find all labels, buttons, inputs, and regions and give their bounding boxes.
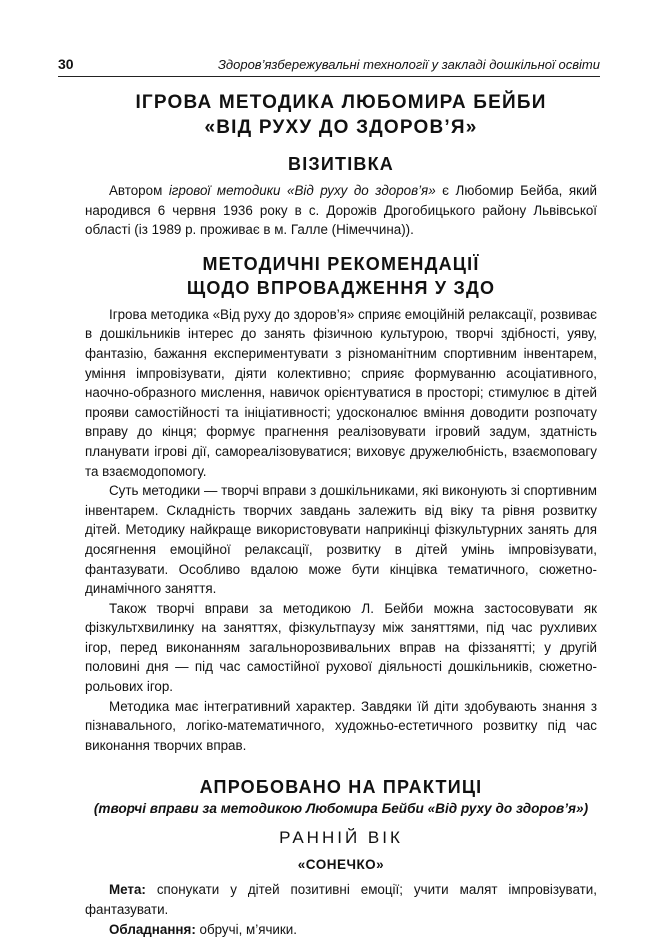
recommendations-paragraph-4: Методика має інтегративний характер. Завдяки їй діти здобувають знання з пізнавального, логіко-математичного, художньо-естетичного розвитку під час виконання творчих вправ. <box>85 698 597 753</box>
vizytivka-text-a: Автором <box>109 183 169 198</box>
goal-text: спонукати у дітей позитивні емоції; учити малят імпровізувати, фантазувати. <box>85 882 597 918</box>
page-number: 30 <box>58 56 74 72</box>
vizytivka-text-b: є Любомир Бейба, який народився 6 червня 1936 року в с. Дорожів Дрогобицького району Львівської області (із 1989 р. проживає в м. Галле (Німеччина)). <box>85 183 597 238</box>
equipment-label: Обладнання: <box>109 921 196 937</box>
age-group-heading: РАННІЙ ВІК <box>279 828 403 848</box>
recommendations-paragraph-1: Ігрова методика «Від руху до здоров’я» сприяє емоційній релаксації, розвиває в дошкільників інтерес до занять фізичною культурою, творчі здібності, уяву, фантазію, бажання експериментувати з різноманітним спортивним інвентарем, уміння імпровізувати, діяти колективно; сприяє формуванню асоціативного, наочно-образного мислення, навичок орієнтуватися в просторі; стимулює в дітей прояви самостійності та ініціативності; удосконалює вміння доводити розпочату вправу до кінця; формує прагнення реалізовувати ігровий задум, здатність планувати ігрові дії, самореалізовуватися; виховує дружелюбність, взаємоповагу та взаємодопомогу. <box>85 306 597 479</box>
section-heading-practice: АПРОБОВАНО НА ПРАКТИЦІ <box>199 777 483 798</box>
vizytivka-paragraph <box>85 181 597 240</box>
equipment-paragraph <box>85 920 597 939</box>
section-heading-recommendations-1: МЕТОДИЧНІ РЕКОМЕНДАЦІЇ <box>202 253 480 274</box>
section-heading-vizytivka: ВІЗИТІВКА <box>288 154 394 174</box>
running-header <box>58 56 600 77</box>
section-heading-recommendations-2: ЩОДО ВПРОВАДЖЕННЯ У ЗДО <box>186 277 496 298</box>
vizytivka-method-name: ігрової методики «Від руху до здоров’я» <box>168 183 436 198</box>
main-title-line-2: «ВІД РУХУ ДО ЗДОРОВ’Я» <box>204 117 478 138</box>
page-content <box>85 90 597 939</box>
recommendations-paragraph-3: Також творчі вправи за методикою Л. Бейби можна застосовувати як фізкультхвилинку на заняттях, фізкультпаузу між заняттями, під час рухливих ігор, перед виконанням загальнорозвивальних вправ на фіззанятті; у другій половині дня — під час самостійної рухової діяльності дошкільників, сюжетно-рольових ігор. <box>85 600 597 695</box>
recommendations-paragraph-2: Суть методики — творчі вправи з дошкільниками, які виконують зі спортивним інвентарем. Складність творчих завдань залежить від віку та рівня розвитку дітей. Методику найкраще використовувати наприкінці фізкультурних занять для досягнення емоційної релаксації, розвитку в дітей умінь імпровізувати, фантазувати. Особливо вдалою може бути кінцівка тематичного, сюжетно-динамічного заняття. <box>85 483 597 597</box>
game-title: «СОНЕЧКО» <box>297 857 385 873</box>
equipment-text: обручі, м’ячики. <box>195 921 297 937</box>
practice-subtitle: (творчі вправи за методикою Любомира Бейби «Від руху до здоров’я») <box>93 801 589 817</box>
goal-label: Мета: <box>109 882 146 898</box>
main-title-line-1: ІГРОВА МЕТОДИКА ЛЮБОМИРА БЕЙБИ <box>135 92 547 113</box>
goal-paragraph <box>85 880 597 919</box>
running-title: Здоров’язбережувальні технології у закладі дошкільної освіти <box>217 57 600 72</box>
